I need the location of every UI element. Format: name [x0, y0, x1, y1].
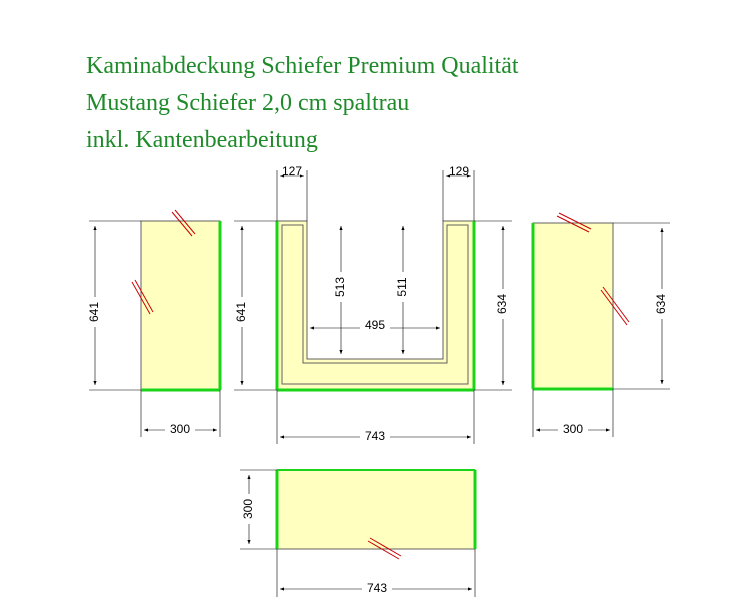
left-panel — [86, 210, 220, 437]
title-line-3: inkl. Kantenbearbeitung — [86, 127, 318, 153]
bottom-panel-width-label: 743 — [366, 581, 388, 596]
u-panel — [233, 164, 512, 444]
right-panel-width-label: 300 — [562, 422, 584, 437]
title-line-2: Mustang Schiefer 2,0 cm spaltrau — [86, 90, 410, 116]
left-panel-width-label: 300 — [169, 422, 191, 437]
bottom-panel — [240, 470, 475, 597]
right-panel — [533, 213, 671, 437]
u-panel-inner-left-label: 513 — [333, 276, 348, 298]
title-line-1: Kaminabdeckung Schiefer Premium Qualität — [86, 53, 519, 79]
bottom-panel-body — [277, 470, 475, 549]
u-panel-height-left-label: 641 — [234, 301, 249, 323]
left-panel-height-label: 641 — [87, 301, 102, 323]
u-panel-outer — [277, 221, 474, 390]
bottom-panel-height-label: 300 — [241, 498, 256, 520]
u-panel-height-right-label: 634 — [495, 293, 510, 315]
u-panel-width-label: 743 — [364, 429, 386, 444]
right-panel-height-label: 634 — [654, 293, 669, 315]
left-panel-body — [141, 221, 220, 390]
u-panel-inner-right-label: 511 — [395, 277, 410, 297]
u-panel-top-right-label: 129 — [448, 164, 470, 179]
right-panel-body — [533, 223, 613, 389]
u-panel-top-left-label: 127 — [281, 164, 303, 179]
u-panel-inner-width-label: 495 — [364, 318, 386, 333]
